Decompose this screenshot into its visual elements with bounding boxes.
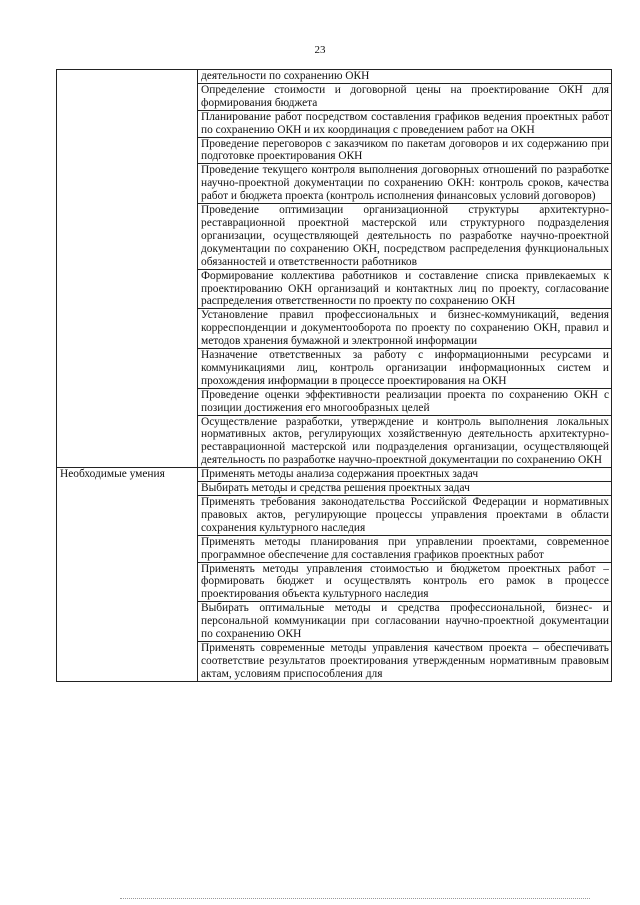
table-row	[57, 70, 612, 84]
skills-label-cell	[57, 468, 198, 682]
table-cell: Определение стоимости и договорной цены на проектирование ОКН для формирования бюджета	[198, 83, 612, 110]
table-cell: Применять методы управления стоимостью и бюджетом проектных работ – формировать бюджет и осуществлять контроль его рамок в процессе проектирования объекта культурного наследия	[198, 562, 612, 602]
table-cell: Проведение переговоров с заказчиком по пакетам договоров и их содержанию при подготовке проектирования ОКН	[198, 137, 612, 164]
table-cell: Применять методы планирования при управлении проектами, современное программное обеспечение для составления графиков проектных работ	[198, 535, 612, 562]
table-cell: Применять методы анализа содержания проектных задач	[198, 468, 612, 482]
table-cell: Осуществление разработки, утверждение и контроль выполнения локальных нормативных актов, регулирующих хозяйственную деятельность архитектурно-реставрационной мастерской или подразделения организации, осуществляющей деятельность по разработке научно-проектной документации по сохранению ОКН	[198, 415, 612, 468]
table-cell: Выбирать методы и средства решения проектных задач	[198, 482, 612, 496]
skills-label: Необходимые умения	[60, 468, 165, 481]
table-cell: Выбирать оптимальные методы и средства профессиональной, бизнес- и персональной коммуникации при согласовании научно-проектной документации по сохранению ОКН	[198, 602, 612, 642]
scan-bottom-edge	[120, 898, 590, 899]
table-cell: Формирование коллектива работников и составление списка привлекаемых к проектированию ОКН организаций и контактных лиц по проекту, согласование распределения ответственности по проекту по сохранению ОКН	[198, 269, 612, 309]
table-cell: Установление правил профессиональных и бизнес-коммуникаций, ведения корреспонденции и документооборота по проекту по сохранению ОКН, правил и методов хранения бумажной и электронной информации	[198, 309, 612, 349]
table-cell: Применять требования законодательства Российской Федерации и нормативных правовых актов, регулирующие процессы управления проектами в области сохранения культурного наследия	[198, 496, 612, 536]
table-cell: деятельности по сохранению ОКН	[198, 70, 612, 84]
table-cell: Проведение текущего контроля выполнения договорных отношений по разработке научно-проектной документации по сохранению ОКН: контроль сроков, качества работ и бюджета проекта (контроль исполнения финансовых условий договоров)	[198, 164, 612, 204]
page-number: 23	[314, 44, 326, 56]
competency-table	[56, 69, 612, 682]
table-cell: Применять современные методы управления качеством проекта – обеспечивать соответствие результатов проектирования утвержденным нормативным правовым актам, условиям приспособления для	[198, 641, 612, 681]
table-cell: Назначение ответственных за работу с информационными ресурсами и коммуникациями лиц, контроль организации информационных систем и прохождения информации в процессе проектирования на ОКН	[198, 349, 612, 389]
table-cell: Проведение оценки эффективности реализации проекта по сохранению ОКН с позиции достижения его многообразных целей	[198, 388, 612, 415]
table-cell: Планирование работ посредством составления графиков ведения проектных работ по сохранению ОКН и их координация с проведением работ на ОКН	[198, 110, 612, 137]
table-cell: Проведение оптимизации организационной структуры архитектурно-реставрационной проектной мастерской или структурного подразделения организации, осуществляющей деятельность по разработке научно-проектной документации по сохранению ОКН, посредством распределения функциональных обязанностей и ответственности работников	[198, 204, 612, 270]
table-row	[57, 468, 612, 482]
left-cell-prev	[57, 70, 198, 468]
